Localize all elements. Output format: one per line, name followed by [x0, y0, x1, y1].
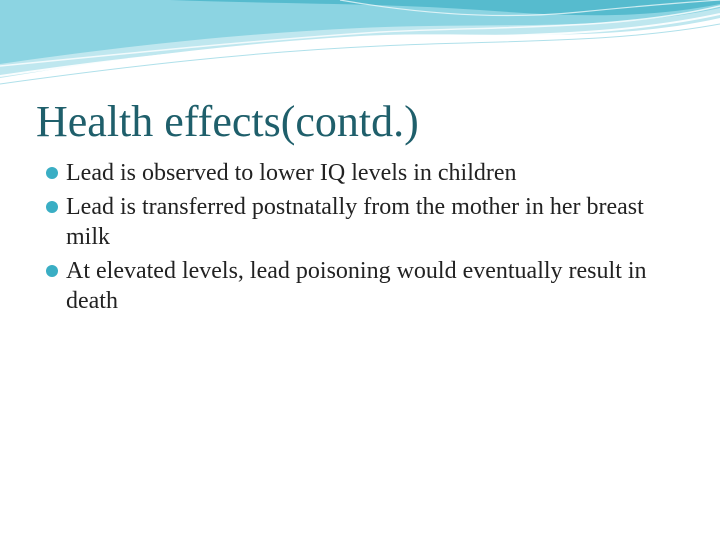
bullet-item: [44, 158, 684, 188]
bullet-text: Lead is observed to lower IQ levels in children: [66, 160, 517, 186]
bullet-dot-icon: [46, 265, 58, 277]
bullet-list: [44, 158, 684, 320]
bullet-text: At elevated levels, lead poisoning would eventually result in death: [66, 258, 647, 314]
bullet-item: [44, 256, 684, 316]
slide-title: Health effects(contd.): [36, 97, 419, 146]
wave-banner-decoration: [0, 0, 720, 90]
bullet-text: Lead is transferred postnatally from the mother in her breast milk: [66, 194, 644, 250]
bullet-dot-icon: [46, 201, 58, 213]
bullet-dot-icon: [46, 167, 58, 179]
bullet-item: [44, 192, 684, 252]
